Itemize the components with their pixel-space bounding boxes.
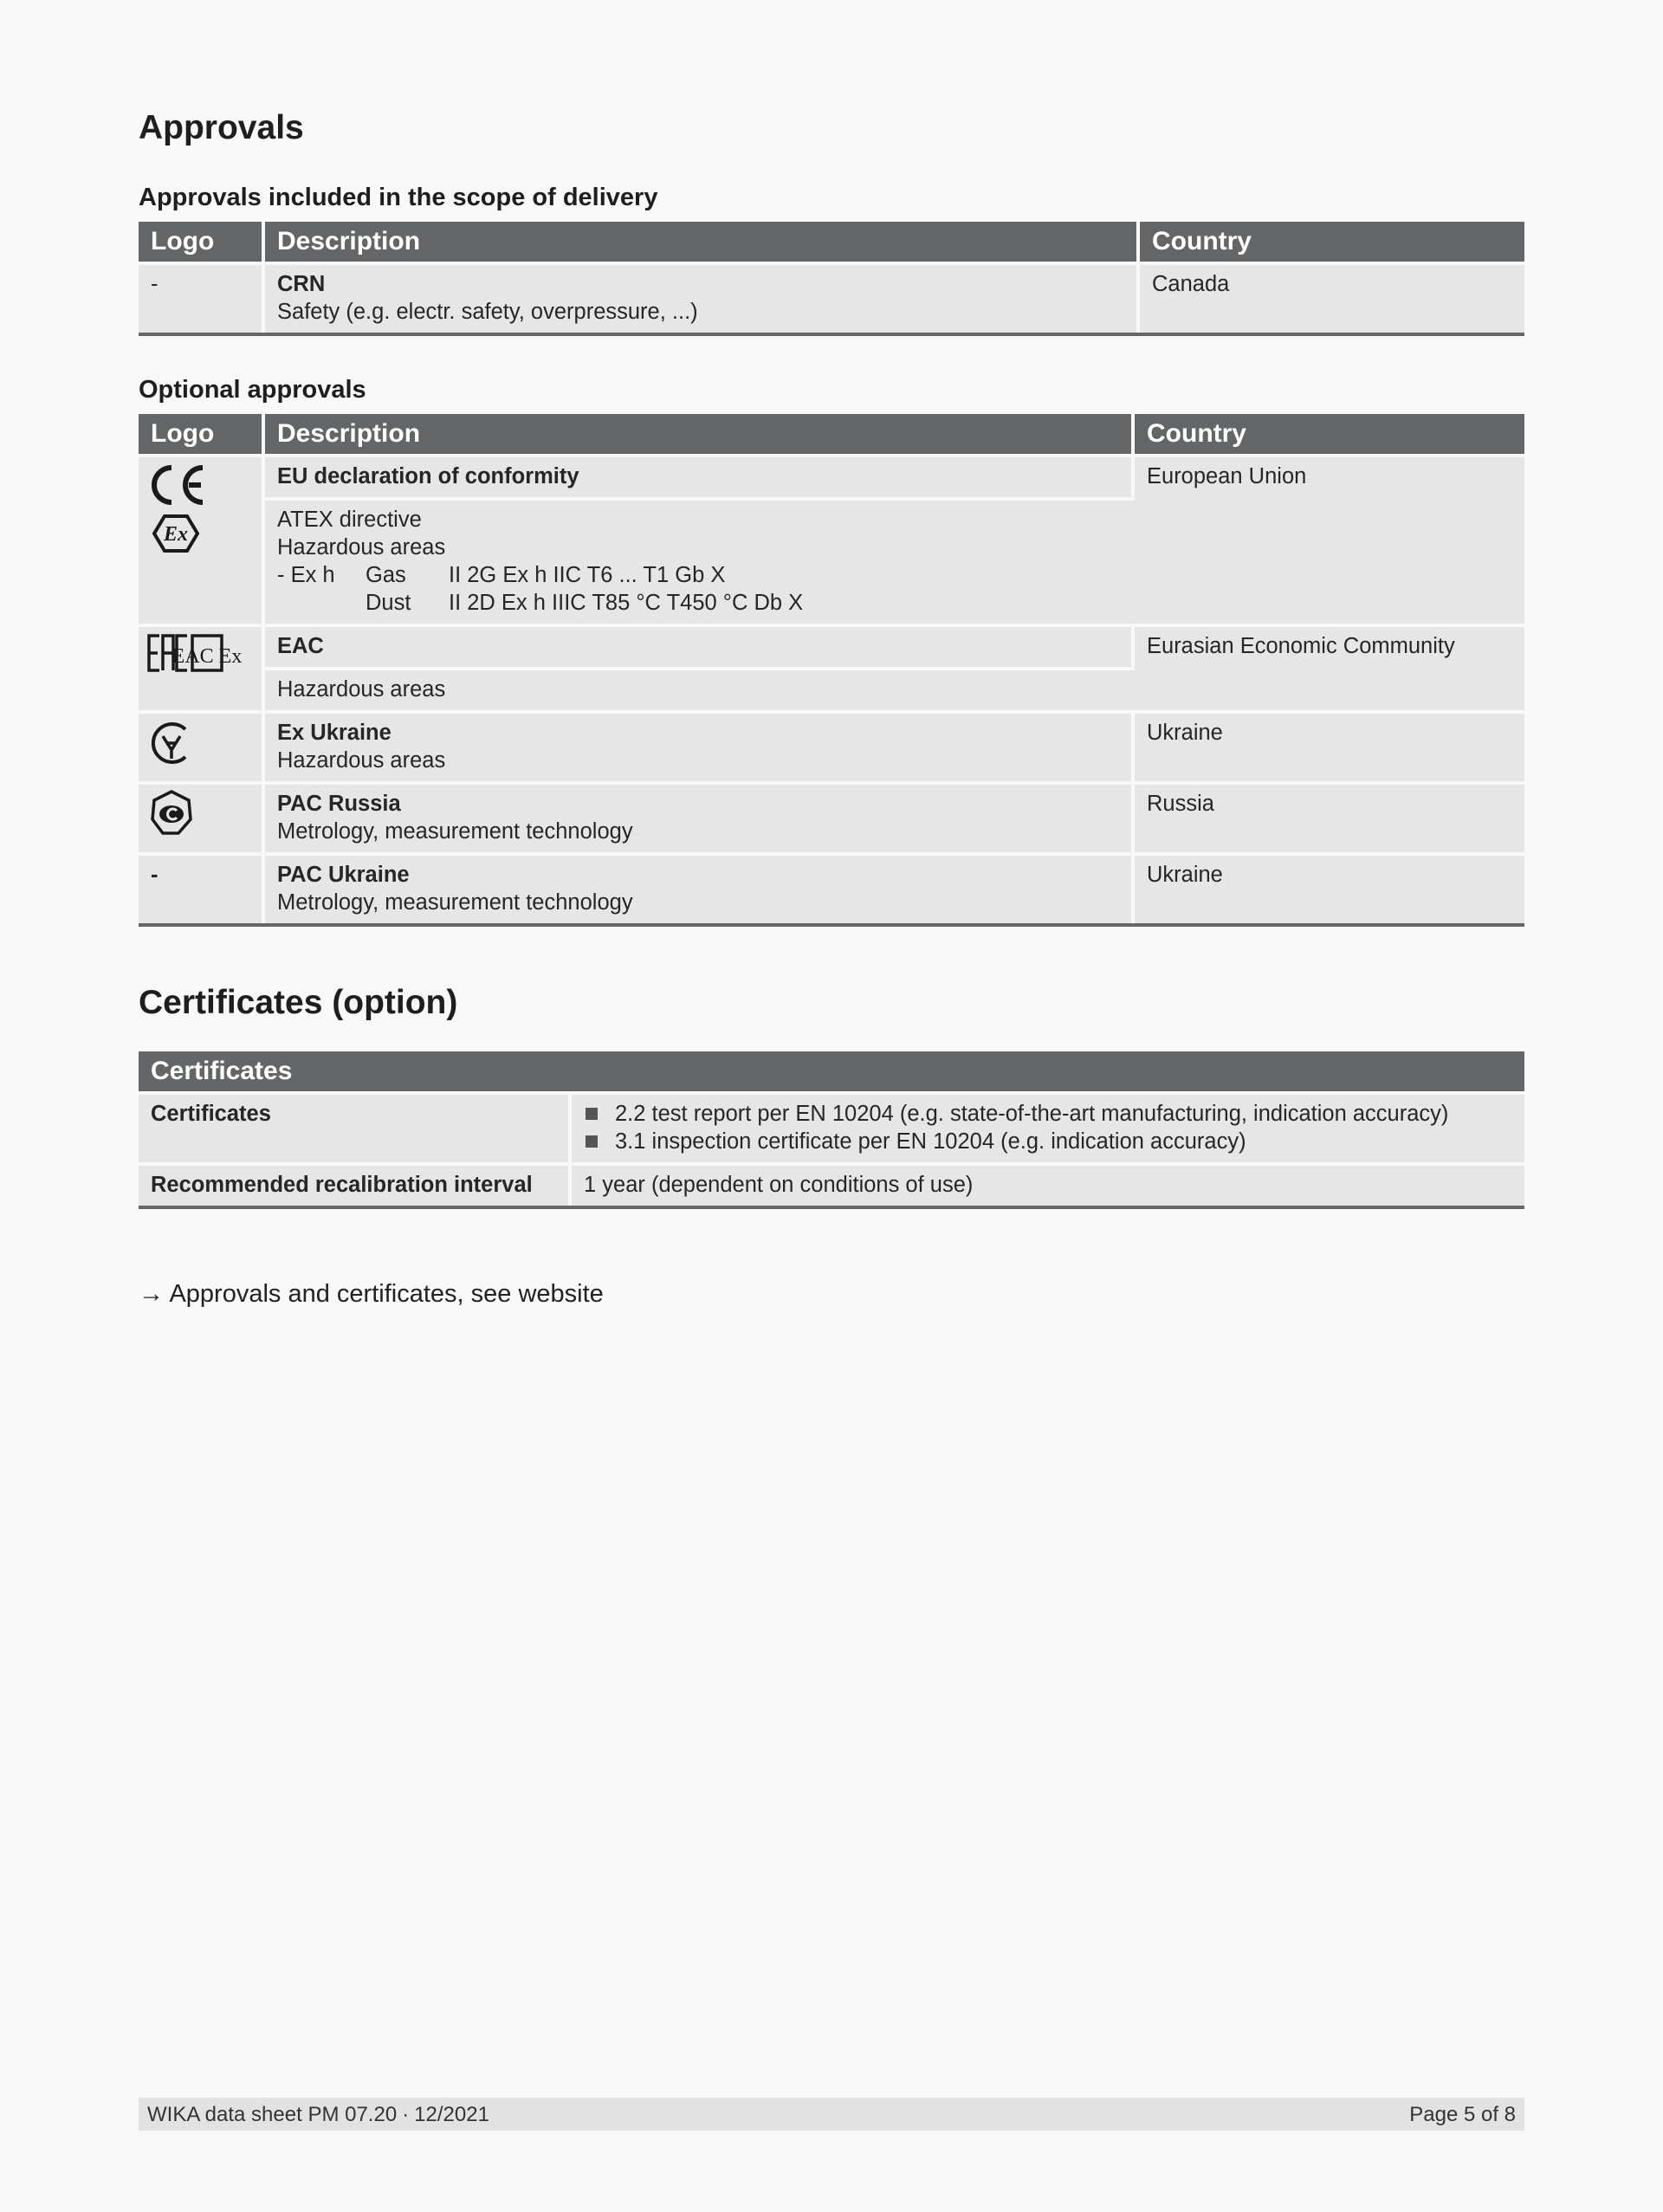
description-cell: [265, 670, 1135, 714]
table-row: [139, 785, 1524, 856]
dust-label: Dust: [366, 591, 411, 615]
certificates-label: Certificates: [139, 1095, 572, 1166]
approval-name: Ex Ukraine: [277, 721, 391, 745]
description-cell: [265, 856, 1135, 923]
approval-detail: Hazardous areas: [277, 677, 446, 702]
column-header-logo: Logo: [139, 222, 265, 265]
logo-cell: [139, 627, 265, 714]
included-approvals-table: [139, 222, 1524, 336]
ex-prefix: - Ex h: [277, 563, 335, 587]
ukraine-trident-icon: [147, 717, 196, 769]
country-cell: Ukraine: [1135, 714, 1524, 785]
recalibration-value: 1 year (dependent on conditions of use): [572, 1166, 1524, 1206]
approval-detail: Safety (e.g. electr. safety, overpressure, ...): [277, 300, 698, 324]
optional-approvals-subtitle: Optional approvals: [139, 376, 366, 404]
approval-name: CRN: [277, 272, 326, 296]
description-cell: [265, 457, 1135, 501]
table-row: [139, 457, 1524, 501]
approval-detail: Hazardous areas: [277, 748, 446, 773]
table-row: [139, 1095, 1524, 1166]
column-header-description: Description: [265, 222, 1140, 265]
table-row: [139, 1166, 1524, 1206]
certificates-header: Certificates: [139, 1051, 1524, 1095]
approval-name: EU declaration of conformity: [277, 464, 579, 488]
column-header-description: Description: [265, 414, 1135, 457]
logo-cell: [139, 785, 265, 856]
column-header-country: Country: [1135, 414, 1524, 457]
logo-cell: -: [139, 265, 265, 333]
list-item: 3.1 inspection certificate per EN 10204 (e.g. indication accuracy): [584, 1128, 1512, 1155]
approvals-website-link[interactable]: → Approvals and certificates, see website: [139, 1280, 604, 1308]
country-cell: Eurasian Economic Community: [1135, 627, 1524, 714]
gas-value: II 2G Ex h IIC T6 ... T1 Gb X: [449, 563, 726, 587]
certificates-table: [139, 1051, 1524, 1209]
table-row: [139, 856, 1524, 923]
approval-name: PAC Ukraine: [277, 863, 410, 887]
description-cell: [265, 714, 1135, 785]
country-cell: Canada: [1140, 265, 1524, 333]
logo-cell: [139, 457, 265, 627]
ce-ex-logos: [147, 461, 208, 556]
optional-approvals-table: [139, 414, 1524, 927]
country-cell: European Union: [1135, 457, 1524, 627]
atex-directive: ATEX directive: [277, 508, 422, 532]
list-item: 2.2 test report per EN 10204 (e.g. state-of-the-art manufacturing, indication accuracy): [584, 1100, 1512, 1128]
country-cell: Ukraine: [1135, 856, 1524, 923]
page-footer: [139, 2098, 1524, 2131]
column-header-country: Country: [1140, 222, 1524, 265]
description-cell: [265, 785, 1135, 856]
description-cell: [265, 501, 1135, 627]
atex-hazardous-areas: Hazardous areas: [277, 535, 446, 559]
pac-russia-icon: [147, 788, 196, 837]
approval-name: PAC Russia: [277, 792, 401, 816]
approval-detail: Metrology, measurement technology: [277, 890, 633, 915]
table-header-row: [139, 222, 1524, 265]
table-row: [139, 627, 1524, 670]
ex-hexagon-icon: [154, 516, 197, 551]
logo-cell: -: [139, 856, 265, 923]
certificates-list-cell: [572, 1095, 1524, 1166]
eac-ex-icon: [147, 631, 243, 676]
footer-page-number: Page 5 of 8: [1409, 2103, 1516, 2126]
footer-document-id: WIKA data sheet PM 07.20 ∙ 12/2021: [147, 2103, 489, 2126]
column-header-logo: Logo: [139, 414, 265, 457]
ce-mark-icon: [154, 468, 203, 502]
eac-ex-logo-text: EAC Ex: [171, 645, 243, 668]
dust-value: II 2D Ex h IIIC T85 °C T450 °C Db X: [449, 591, 804, 615]
approval-detail: Metrology, measurement technology: [277, 819, 633, 844]
country-cell: Russia: [1135, 785, 1524, 856]
included-approvals-subtitle: Approvals included in the scope of delivery: [139, 184, 658, 211]
approvals-title: Approvals: [139, 109, 304, 146]
logo-cell: [139, 714, 265, 785]
table-row: [139, 714, 1524, 785]
recalibration-label: Recommended recalibration interval: [139, 1166, 572, 1206]
certificates-list: [584, 1100, 1512, 1155]
description-cell: [265, 265, 1140, 333]
table-header-row: [139, 414, 1524, 457]
table-row: [139, 265, 1524, 333]
svg-text:Ex: Ex: [163, 523, 189, 546]
atex-dust-row: [277, 589, 1123, 617]
certificates-title: Certificates (option): [139, 984, 458, 1021]
table-header-row: [139, 1051, 1524, 1095]
approval-name: EAC: [277, 634, 324, 658]
atex-gas-row: [277, 561, 1123, 589]
description-cell: [265, 627, 1135, 670]
gas-label: Gas: [366, 563, 406, 587]
